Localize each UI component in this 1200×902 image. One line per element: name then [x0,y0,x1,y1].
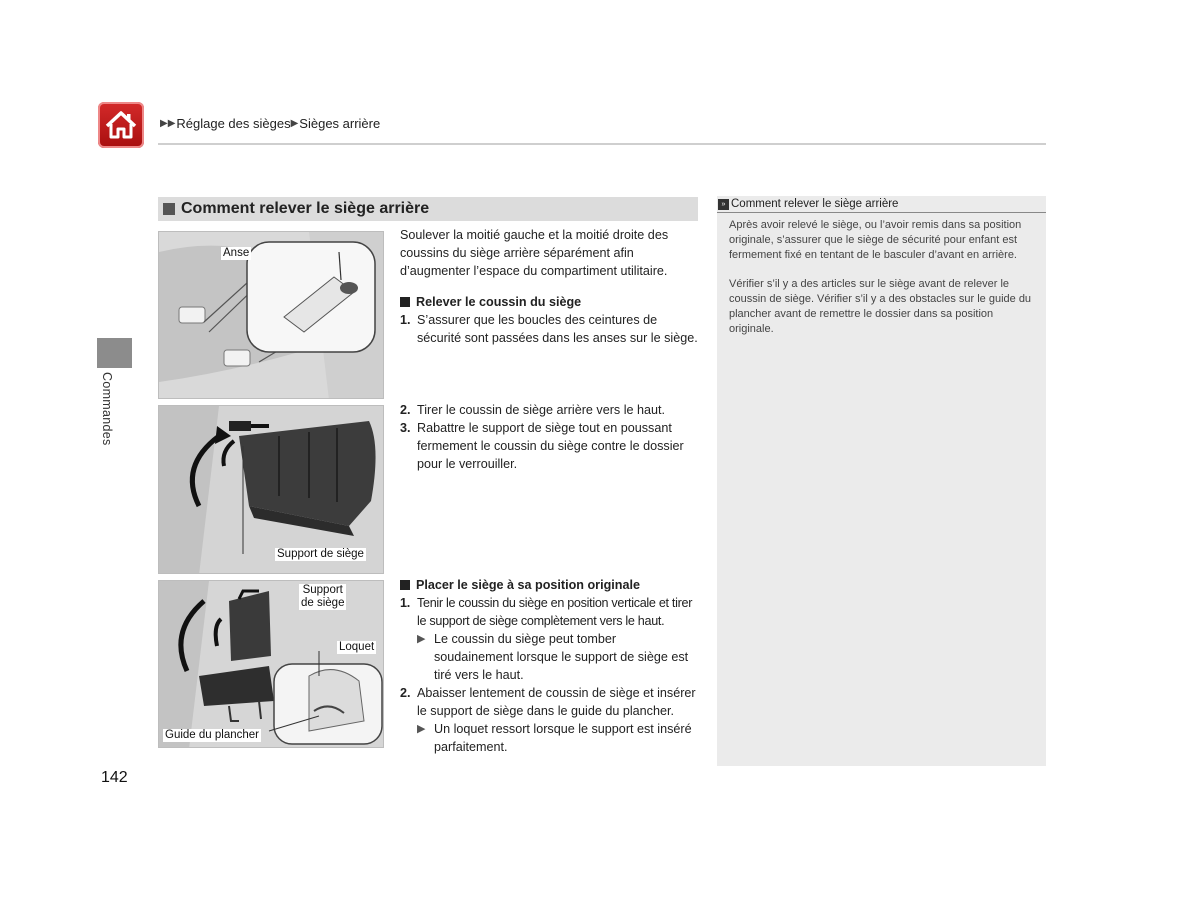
callout-support-line2: de siège [301,597,345,609]
note-line: tiré vers le haut. [434,668,524,682]
restore-note-2 [400,720,705,756]
step-number: 2. [400,403,411,417]
sidebar-paragraph-1 [717,218,1046,263]
callout-latch: Loquet [339,641,375,653]
raise-steps-2-3 [400,401,700,473]
step-line: Abaisser lentement de coussin de siège et insérer [417,686,696,700]
restore-step-1 [400,594,705,630]
header-divider [158,143,1046,145]
square-bullet-icon [163,203,175,215]
page-number: 142 [101,769,128,786]
seat-illustration-3 [159,581,384,748]
sidebar-title: Comment relever le siège arrière [731,198,899,210]
home-icon[interactable] [98,102,144,148]
callout-anse: Anse [223,247,250,259]
sidebar-line: Vérifier s’il y a des articles sur le siège avant de relever le [729,278,1010,290]
step-line: fermement le coussin du siège contre le dossier [417,439,684,453]
sidebar-header [717,196,1046,213]
raise-heading-text: Relever le coussin du siège [416,295,582,309]
sidebar-line: originale. [729,323,774,335]
breadcrumb [160,116,380,131]
step-number: 2. [400,686,411,700]
sidebar-line: fermement fixé en tentant de le basculer d’avant en arrière. [729,249,1017,261]
note-line: parfaitement. [434,740,508,754]
step-line: Rabattre le support de siège tout en poussant [417,421,672,435]
restore-note-1 [400,630,705,684]
house-glyph [98,102,144,148]
step-line: Tenir le coussin du siège en position verticale et tirer [417,596,693,610]
section-title: Comment relever le siège arrière [181,200,430,217]
step-number: 3. [400,421,411,435]
breadcrumb-item-seat-adjust[interactable]: Réglage des sièges [176,116,291,131]
intro-line: coussins du siège arrière séparément afin [400,246,634,260]
step-line: le support de siège complètement vers le haut. [417,614,665,628]
seat-illustration-1 [159,232,384,399]
step-line: pour le verrouiller. [417,457,518,471]
figure-pull-cushion [158,405,384,574]
figure-restore-seat [158,580,384,748]
restore-heading-text: Placer le siège à sa position originale [416,578,640,592]
callout-support-line1: Support [302,584,343,596]
sidebar-line: plancher avant de remettre le dossier dans sa position [729,308,994,320]
sidebar-line: originale, s’assurer que le siège de sécurité pour enfant est [729,234,1018,246]
sidebar-note [717,196,1046,766]
restore-seat-section [400,576,705,756]
restore-heading [400,576,705,594]
step-line: sécurité sont passées dans les anses sur le siège. [417,331,698,345]
side-tab-marker[interactable] [97,338,132,368]
square-bullet-icon [400,297,410,307]
callout-seat-support-2 [299,584,346,610]
square-bullet-icon [400,580,410,590]
intro-line: d’augmenter l’espace du compartiment utilitaire. [400,264,668,278]
step-number: 1. [400,313,411,327]
side-tab-label: Commandes [100,372,114,446]
callout-seat-support: Support de siège [277,548,364,560]
raise-step-2 [400,401,700,419]
note-line: soudainement lorsque le support de siège est [434,650,689,664]
intro-paragraph [400,226,700,280]
restore-step-2 [400,684,705,720]
breadcrumb-item-rear-seats[interactable]: Sièges arrière [299,116,381,131]
note-line: Le coussin du siège peut tomber [434,632,617,646]
figure-seatbelt-loops [158,231,384,399]
reference-icon: » [718,199,729,210]
section-header [158,197,698,221]
arrow-right-icon: ▶▶ [160,118,176,129]
step-line: Tirer le coussin de siège arrière vers le haut. [417,403,666,417]
intro-line: Soulever la moitié gauche et la moitié droite des [400,228,669,242]
raise-step-1 [400,311,700,347]
arrow-right-icon: ▶ [290,118,299,129]
step-line: le support de siège dans le guide du plancher. [417,704,674,718]
raise-heading [400,293,700,311]
step-line: S’assurer que les boucles des ceintures de [417,313,658,327]
sidebar-paragraph-2 [717,277,1046,337]
raise-cushion-section [400,293,700,347]
note-arrow-icon: ▶ [417,723,426,735]
raise-step-3 [400,419,700,473]
sidebar-line: coussin de siège. Vérifier s’il y a des obstacles sur le guide du [729,293,1032,305]
note-line: Un loquet ressort lorsque le support est inséré [434,722,692,736]
sidebar-line: Après avoir relevé le siège, ou l’avoir remis dans sa position [729,219,1022,231]
step-number: 1. [400,596,410,610]
note-arrow-icon: ▶ [417,633,426,645]
callout-floor-guide: Guide du plancher [165,729,259,741]
